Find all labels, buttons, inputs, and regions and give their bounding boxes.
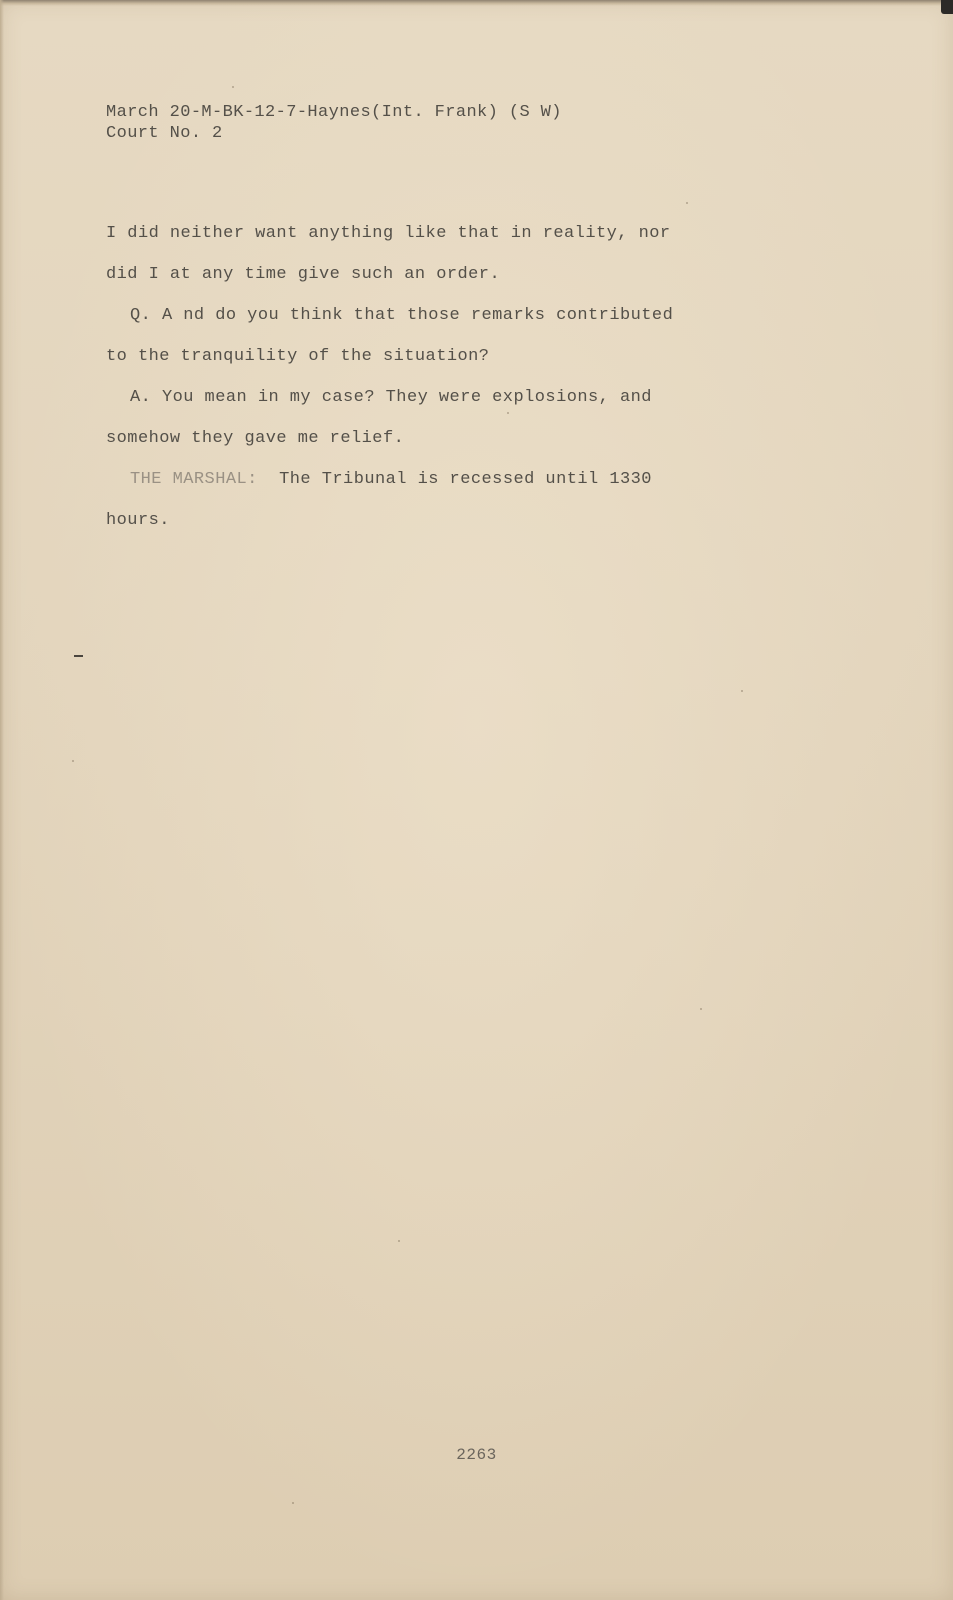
transcript-body (106, 221, 766, 549)
paper-speck (292, 1502, 294, 1504)
paper-speck (507, 412, 509, 414)
paper-speck (398, 1240, 400, 1242)
margin-mark (74, 655, 83, 657)
transcript-line: to the tranquility of the situation? (106, 347, 490, 366)
paper-speck (232, 86, 234, 88)
page-number: 2263 (456, 1446, 497, 1464)
closing-line: hours. (106, 511, 170, 530)
answer-line: A. You mean in my case? They were explosions, and (130, 388, 652, 407)
marshal-statement: The Tribunal is recessed until 1330 (257, 470, 652, 489)
transcript-line: I did neither want anything like that in reality, nor (106, 224, 671, 243)
transcript-line: somehow they gave me relief. (106, 429, 405, 448)
document-header (106, 102, 562, 144)
paper-left-edge (0, 0, 4, 1600)
marshal-speaker: THE MARSHAL: (130, 470, 258, 489)
question-line: Q. A nd do you think that those remarks contributed (130, 306, 674, 325)
paper-speck (686, 202, 688, 204)
paper-top-edge (0, 0, 953, 6)
paper-speck (741, 690, 743, 692)
transcript-line: did I at any time give such an order. (106, 265, 501, 284)
header-court-line: Court No. 2 (106, 124, 223, 143)
corner-tab-mark (941, 0, 953, 14)
header-case-line: March 20-M-BK-12-7-Haynes(Int. Frank) (S W) (106, 103, 562, 122)
marshal-line (106, 467, 766, 508)
paper-speck (72, 760, 74, 762)
paper-speck (700, 1008, 702, 1010)
